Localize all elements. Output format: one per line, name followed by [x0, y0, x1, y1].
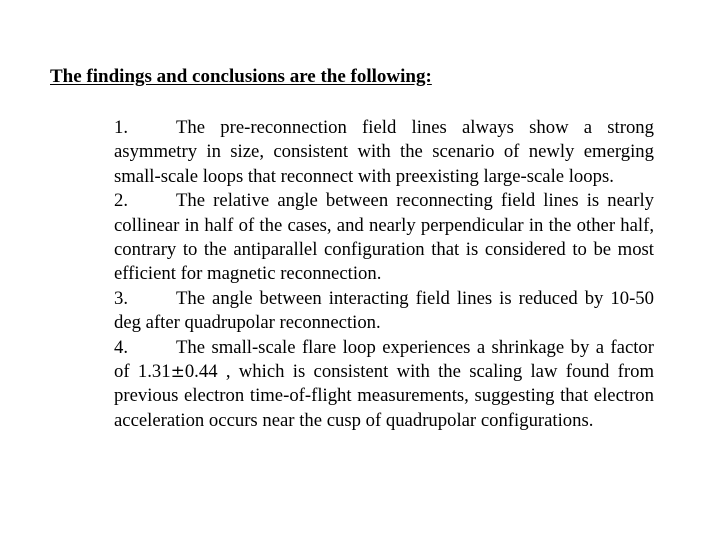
finding-item: [114, 287, 654, 336]
finding-text: The angle between interacting field lines is reduced by 10-50 deg after quadrupolar reconnection.: [114, 287, 654, 334]
finding-text: The small-scale flare loop experiences a shrinkage by a factor of 1.31: [114, 336, 654, 383]
finding-text: The relative angle between reconnecting field lines is nearly collinear in half of the cases, and nearly perpendicular in the other half, contrary to the antiparallel configuration that is considered to be most efficient for magnetic reconnection.: [114, 190, 654, 285]
findings-list: [114, 116, 654, 433]
page-heading: The findings and conclusions are the following:: [50, 66, 432, 87]
finding-item: [114, 189, 654, 287]
finding-text: 0.44 , which is consistent with the scaling law found from previous electron time-of-flight measurements, suggesting that electron acceleration occurs near the cusp of quadrupolar configurations.: [114, 361, 654, 431]
finding-text: The pre-reconnection field lines always show a strong asymmetry in size, consistent with the scenario of newly emerging small-scale loops that reconnect with preexisting large-scale loops.: [114, 117, 654, 187]
finding-number: 1.: [114, 117, 129, 138]
finding-item: [114, 116, 654, 189]
finding-number: 3.: [114, 287, 129, 309]
finding-number: 4.: [114, 336, 129, 358]
plus-minus-symbol: ±: [170, 362, 185, 383]
finding-item: [114, 336, 654, 434]
finding-number: 2.: [114, 190, 129, 212]
